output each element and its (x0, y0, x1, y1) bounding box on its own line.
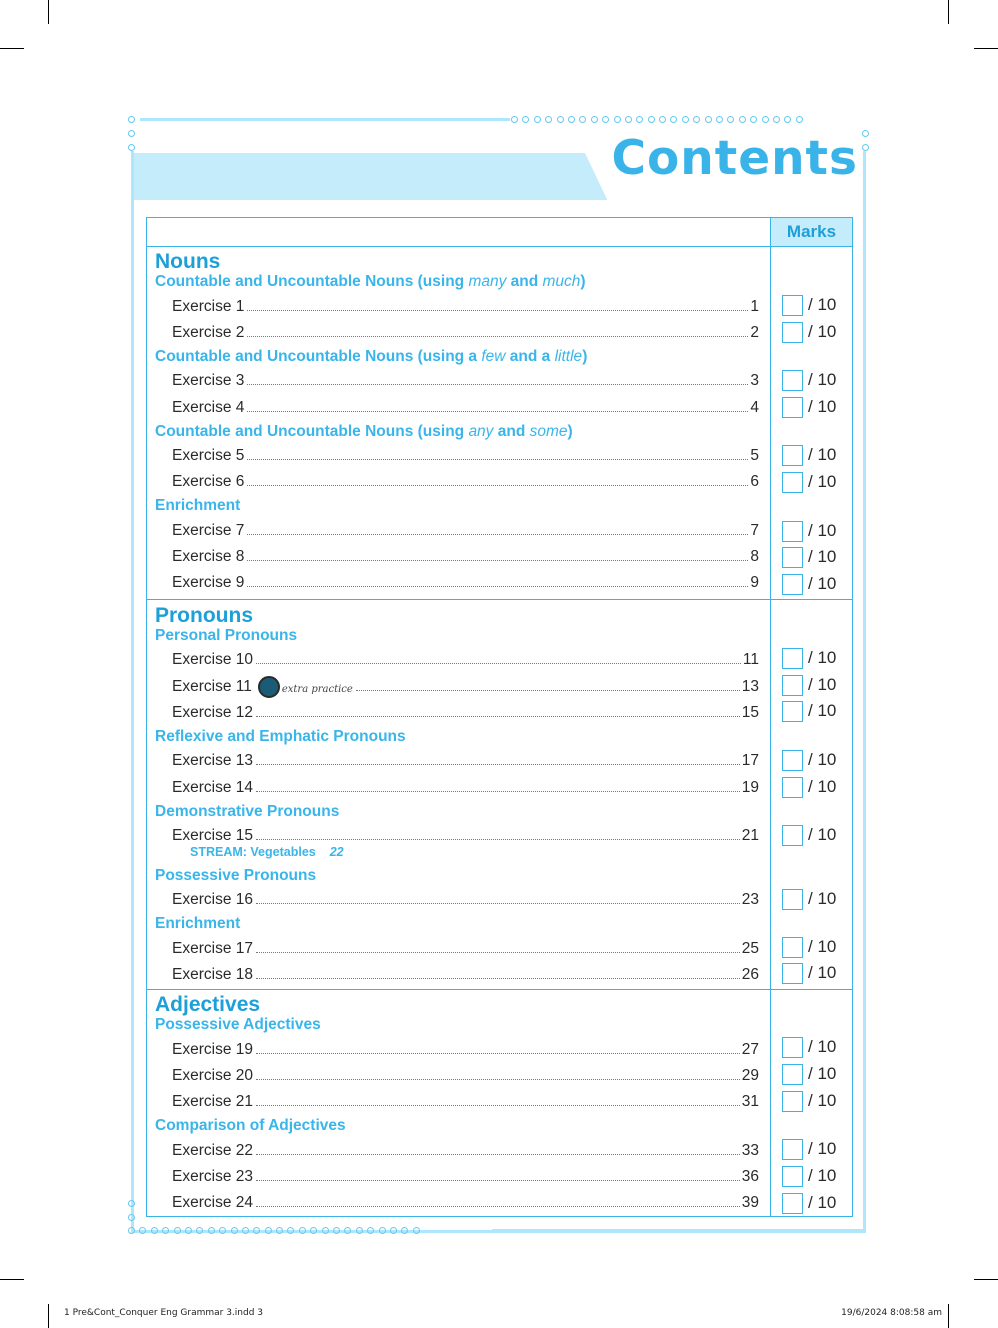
marks-box[interactable] (782, 521, 803, 542)
exercise-row[interactable]: Exercise 20 29 (172, 1067, 759, 1084)
crop-mark (974, 48, 998, 49)
marks-box[interactable] (782, 701, 803, 722)
marks-column-divider (770, 217, 771, 1217)
exercise-row[interactable]: Exercise 6 6 (172, 473, 759, 490)
dot-decoration (128, 130, 135, 137)
marks-entry[interactable]: / 10 (782, 1137, 836, 1161)
crop-mark (974, 1279, 998, 1280)
marks-box[interactable] (782, 963, 803, 984)
dot-decoration (636, 116, 643, 123)
subsection-title: Countable and Uncountable Nouns (using any and some) (155, 423, 573, 440)
dot-decoration (276, 1227, 283, 1234)
marks-entry[interactable]: / 10 (782, 368, 836, 392)
section-title-pronouns: Pronouns (155, 604, 253, 627)
dot-decoration (128, 116, 135, 123)
dot-decoration (705, 116, 712, 123)
exercise-row[interactable]: Exercise 8 8 (172, 548, 759, 565)
dot-decoration (591, 116, 598, 123)
dot-decoration (602, 116, 609, 123)
dot-decoration (568, 116, 575, 123)
dot-decoration (413, 1227, 420, 1234)
dot-decoration (310, 1227, 317, 1234)
exercise-row[interactable]: Exercise 10 11 (172, 651, 759, 668)
dot-decoration (128, 1200, 135, 1207)
subsection-title: Possessive Adjectives (155, 1016, 321, 1033)
exercise-row[interactable]: Exercise 23 36 (172, 1168, 759, 1185)
marks-entry[interactable]: / 10 (782, 519, 836, 543)
dot-decoration (534, 116, 541, 123)
dot-decoration (196, 1227, 203, 1234)
marks-box[interactable] (782, 1091, 803, 1112)
marks-box[interactable] (782, 397, 803, 418)
marks-box[interactable] (782, 445, 803, 466)
subsection-title: Enrichment (155, 497, 241, 514)
marks-box[interactable] (782, 547, 803, 568)
dot-decoration (762, 116, 769, 123)
dot-decoration (727, 116, 734, 123)
marks-box[interactable] (782, 370, 803, 391)
marks-entry[interactable]: / 10 (782, 961, 836, 985)
exercise-row[interactable]: Exercise 15 21 (172, 827, 759, 844)
dot-decoration (367, 1227, 374, 1234)
exercise-row[interactable]: Exercise 18 26 (172, 966, 759, 983)
marks-box[interactable] (782, 1139, 803, 1160)
marks-entry[interactable]: / 10 (782, 887, 836, 911)
subsection-title: Comparison of Adjectives (155, 1117, 346, 1134)
marks-entry[interactable]: / 10 (782, 699, 836, 723)
stream-note: STREAM: Vegetables 22 (190, 845, 344, 859)
marks-entry[interactable]: / 10 (782, 646, 836, 670)
marks-entry[interactable]: / 10 (782, 1089, 836, 1113)
marks-box[interactable] (782, 472, 803, 493)
exercise-row[interactable]: Exercise 22 33 (172, 1142, 759, 1159)
exercise-row[interactable]: Exercise 14 19 (172, 779, 759, 796)
page-title: Contents (611, 131, 858, 186)
dot-decoration (557, 116, 564, 123)
dot-decoration (379, 1227, 386, 1234)
table-divider (146, 989, 853, 990)
dot-decoration (545, 116, 552, 123)
marks-box[interactable] (782, 937, 803, 958)
marks-entry[interactable]: / 10 (782, 748, 836, 772)
exercise-row[interactable]: Exercise 24 39 (172, 1194, 759, 1211)
dot-decoration (773, 116, 780, 123)
frame-bottom-line (492, 1229, 866, 1232)
marks-box[interactable] (782, 322, 803, 343)
table-divider (146, 246, 853, 247)
dot-decoration (522, 116, 529, 123)
dot-decoration (390, 1227, 397, 1234)
crop-mark (48, 0, 49, 24)
crop-mark (48, 1304, 49, 1328)
dot-decoration (659, 116, 666, 123)
dot-decoration (511, 116, 518, 123)
subsection-title: Countable and Uncountable Nouns (using many and much) (155, 273, 586, 290)
dot-decoration (128, 144, 135, 151)
exercise-row[interactable]: Exercise 21 31 (172, 1093, 759, 1110)
marks-box[interactable] (782, 1166, 803, 1187)
dot-decoration (356, 1227, 363, 1234)
dot-decoration (174, 1227, 181, 1234)
dot-decoration (796, 116, 803, 123)
marks-header: Marks (786, 222, 837, 241)
dot-decoration (162, 1227, 169, 1234)
marks-entry[interactable]: / 10 (782, 293, 836, 317)
exercise-row[interactable]: Exercise 2 2 (172, 324, 759, 341)
extra-practice-badge-icon (258, 676, 280, 698)
exercise-row[interactable]: Exercise 13 17 (172, 752, 759, 769)
exercise-row[interactable]: Exercise 7 7 (172, 522, 759, 539)
dot-decoration (784, 116, 791, 123)
marks-box[interactable] (782, 825, 803, 846)
dot-row-top (511, 116, 873, 124)
marks-entry[interactable]: / 10 (782, 1191, 836, 1215)
subsection-title: Personal Pronouns (155, 627, 298, 644)
dot-decoration (208, 1227, 215, 1234)
marks-entry[interactable]: / 10 (782, 572, 836, 596)
subsection-title: Countable and Uncountable Nouns (using a few and a little) (155, 348, 588, 365)
dot-decoration (287, 1227, 294, 1234)
table-divider (146, 599, 853, 600)
marks-box[interactable] (782, 1193, 803, 1214)
dot-decoration (151, 1227, 158, 1234)
marks-entry[interactable]: / 10 (782, 823, 836, 847)
dot-decoration (625, 116, 632, 123)
marks-box[interactable] (782, 889, 803, 910)
subsection-title: Demonstrative Pronouns (155, 803, 340, 820)
frame-top-line (140, 118, 510, 121)
marks-entry[interactable]: / 10 (782, 1164, 836, 1188)
dot-decoration (333, 1227, 340, 1234)
dot-decoration (219, 1227, 226, 1234)
marks-entry[interactable]: / 10 (782, 775, 836, 799)
dot-decoration (242, 1227, 249, 1234)
subsection-title: Possessive Pronouns (155, 867, 317, 884)
marks-entry[interactable]: / 10 (782, 470, 836, 494)
marks-entry[interactable]: / 10 (782, 545, 836, 569)
exercise-row[interactable]: Exercise 4 4 (172, 399, 759, 416)
dot-decoration (128, 1227, 135, 1234)
marks-entry[interactable]: / 10 (782, 443, 836, 467)
marks-entry[interactable]: / 10 (782, 1062, 836, 1086)
exercise-row[interactable]: Exercise 3 3 (172, 372, 759, 389)
exercise-row[interactable]: Exercise 11 extra practice 13 (172, 676, 759, 696)
dot-decoration (648, 116, 655, 123)
dot-decoration (614, 116, 621, 123)
exercise-row[interactable]: Exercise 1 1 (172, 298, 759, 315)
dot-decoration (265, 1227, 272, 1234)
dot-decoration (231, 1227, 238, 1234)
section-title-adjectives: Adjectives (155, 993, 261, 1016)
dot-decoration (862, 130, 869, 137)
exercise-row[interactable]: Exercise 9 9 (172, 574, 759, 591)
exercise-row[interactable]: Exercise 17 25 (172, 940, 759, 957)
marks-box[interactable] (782, 1037, 803, 1058)
dot-decoration (128, 1214, 135, 1221)
dot-row-bottom (128, 1227, 490, 1235)
dot-decoration (716, 116, 723, 123)
dot-decoration (139, 1227, 146, 1234)
dot-decoration (739, 116, 746, 123)
footer-filename: 1 Pre&Cont_Conquer Eng Grammar 3.indd 3 (64, 1308, 264, 1318)
marks-box[interactable] (782, 675, 803, 696)
exercise-row[interactable]: Exercise 16 23 (172, 891, 759, 908)
marks-box[interactable] (782, 648, 803, 669)
crop-mark (948, 0, 949, 24)
dot-decoration (401, 1227, 408, 1234)
dot-decoration (682, 116, 689, 123)
marks-box[interactable] (782, 295, 803, 316)
marks-entry[interactable]: / 10 (782, 935, 836, 959)
marks-entry[interactable]: / 10 (782, 1035, 836, 1059)
marks-box[interactable] (782, 777, 803, 798)
dot-decoration (253, 1227, 260, 1234)
marks-box[interactable] (782, 750, 803, 771)
dot-decoration (693, 116, 700, 123)
exercise-row[interactable]: Exercise 12 15 (172, 704, 759, 721)
marks-entry[interactable]: / 10 (782, 320, 836, 344)
marks-box[interactable] (782, 574, 803, 595)
dot-decoration (750, 116, 757, 123)
footer-timestamp: 19/6/2024 8:08:58 am (841, 1308, 942, 1318)
dot-decoration (299, 1227, 306, 1234)
subsection-title: Reflexive and Emphatic Pronouns (155, 728, 406, 745)
crop-mark (0, 1279, 24, 1280)
dot-decoration (862, 144, 869, 151)
crop-mark (0, 48, 24, 49)
marks-box[interactable] (782, 1064, 803, 1085)
marks-entry[interactable]: / 10 (782, 395, 836, 419)
subsection-title: Enrichment (155, 915, 241, 932)
dot-decoration (322, 1227, 329, 1234)
exercise-row[interactable]: Exercise 19 27 (172, 1041, 759, 1058)
section-title-nouns: Nouns (155, 250, 221, 273)
dot-decoration (344, 1227, 351, 1234)
dot-decoration (579, 116, 586, 123)
crop-mark (948, 1304, 949, 1328)
dot-decoration (185, 1227, 192, 1234)
marks-entry[interactable]: / 10 (782, 673, 836, 697)
dot-decoration (670, 116, 677, 123)
exercise-row[interactable]: Exercise 5 5 (172, 447, 759, 464)
